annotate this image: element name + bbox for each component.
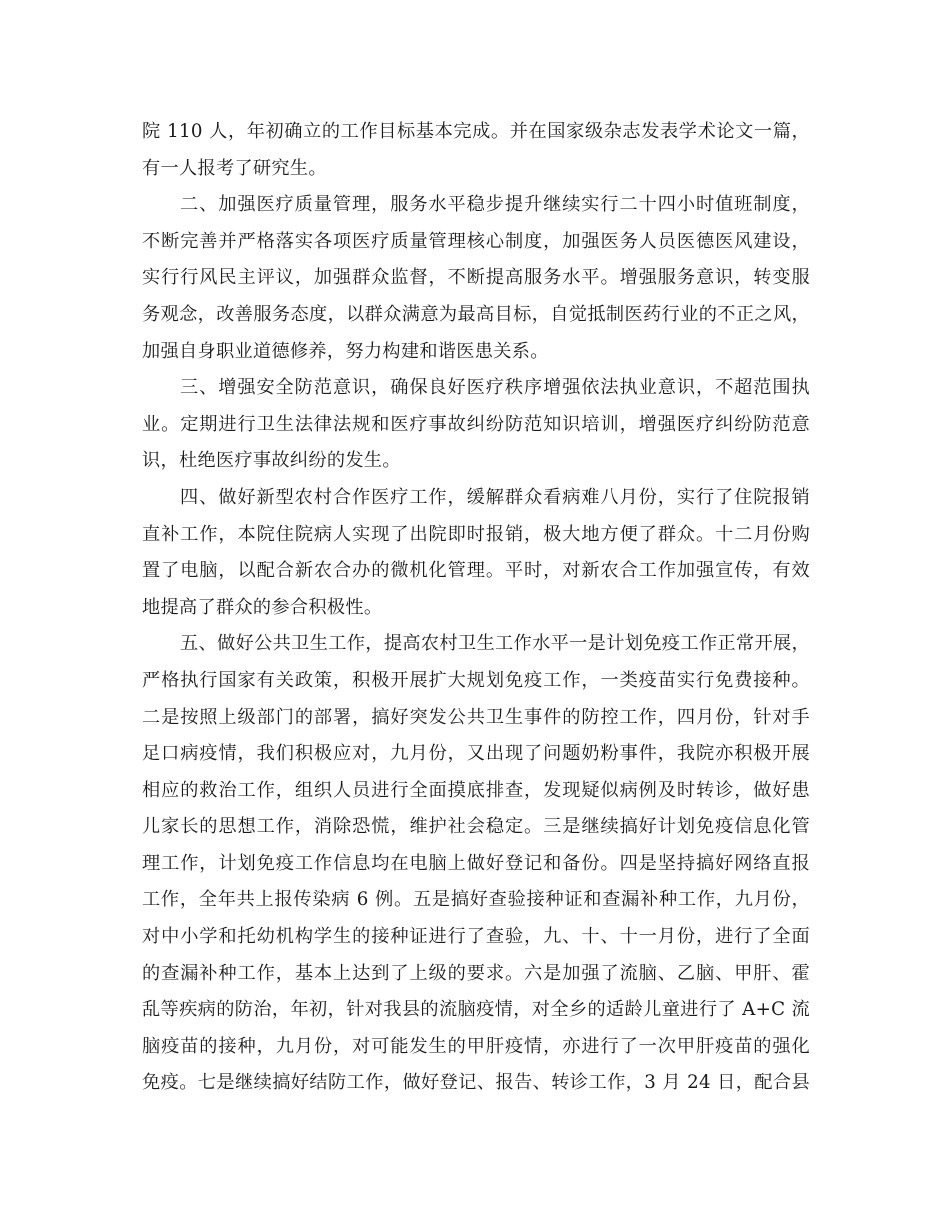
text-line: 务观念，改善服务态度，以群众满意为最高目标，自觉抵制医药行业的不正之风， — [142, 303, 810, 325]
text-line: 相应的救治工作，组织人员进行全面摸底排查，发现疑似病例及时转诊，做好患 — [142, 779, 810, 801]
text-line: 二是按照上级部门的部署，搞好突发公共卫生事件的防控工作，四月份，针对手 — [142, 706, 810, 728]
text-line: 对中小学和托幼机构学生的接种证进行了查验，九、十、十一月份，进行了全面 — [142, 926, 810, 948]
text-line: 的查漏补种工作，基本上达到了上级的要求。六是加强了流脑、乙脑、甲肝、霍 — [142, 962, 810, 984]
text-line: 二、加强医疗质量管理，服务水平稳步提升继续实行二十四小时值班制度， — [180, 194, 810, 216]
paragraph — [142, 370, 810, 480]
text-line: 地提高了群众的参合积极性。 — [142, 596, 383, 618]
text-line: 免疫。七是继续搞好结防工作，做好登记、报告、转诊工作，3 月 24 日，配合县 — [142, 1072, 810, 1094]
text-line: 严格执行国家有关政策，积极开展扩大规划免疫工作，一类疫苗实行免费接种。 — [142, 669, 810, 691]
text-line: 业。定期进行卫生法律法规和医疗事故纠纷防范知识培训，增强医疗纠纷防范意 — [142, 413, 810, 435]
text-line: 乱等疾病的防治，年初，针对我县的流脑疫情，对全乡的适龄儿童进行了 A+C 流 — [142, 999, 810, 1021]
text-line: 有一人报考了研究生。 — [142, 157, 327, 179]
text-line: 五、做好公共卫生工作，提高农村卫生工作水平一是计划免疫工作正常开展， — [180, 633, 810, 655]
paragraph — [142, 626, 810, 1102]
text-line: 理工作，计划免疫工作信息均在电脑上做好登记和备份。四是坚持搞好网络直报 — [142, 852, 810, 874]
paragraph — [142, 114, 810, 187]
text-line: 实行行风民主评议，加强群众监督，不断提高服务水平。增强服务意识，转变服 — [142, 267, 810, 289]
text-line: 脑疫苗的接种，九月份，对可能发生的甲肝疫情，亦进行了一次甲肝疫苗的强化 — [142, 1035, 810, 1057]
text-line: 加强自身职业道德修养，努力构建和谐医患关系。 — [142, 340, 549, 362]
text-line: 四、做好新型农村合作医疗工作，缓解群众看病难八月份，实行了住院报销 — [180, 486, 810, 508]
text-line: 不断完善并严格落实各项医疗质量管理核心制度，加强医务人员医德医风建设， — [142, 230, 810, 252]
text-line: 院 110 人，年初确立的工作目标基本完成。并在国家级杂志发表学术论文一篇， — [142, 121, 810, 142]
text-line: 直补工作，本院住院病人实现了出院即时报销，极大地方便了群众。十二月份购 — [142, 523, 810, 545]
text-line: 工作，全年共上报传染病 6 例。五是搞好查验接种证和查漏补种工作，九月份， — [142, 889, 810, 911]
text-line: 置了电脑，以配合新农合办的微机化管理。平时，对新农合工作加强宣传，有效 — [142, 560, 810, 582]
text-line: 儿家长的思想工作，消除恐慌，维护社会稳定。三是继续搞好计划免疫信息化管 — [142, 816, 810, 838]
text-line: 识，杜绝医疗事故纠纷的发生。 — [142, 450, 401, 472]
paragraph — [142, 480, 810, 626]
text-line: 三、增强安全防范意识，确保良好医疗秩序增强依法执业意识，不超范围执 — [180, 377, 810, 399]
paragraph — [142, 187, 810, 370]
document-page — [142, 114, 810, 1102]
text-line: 足口病疫情，我们积极应对，九月份，又出现了问题奶粉事件，我院亦积极开展 — [142, 743, 810, 765]
